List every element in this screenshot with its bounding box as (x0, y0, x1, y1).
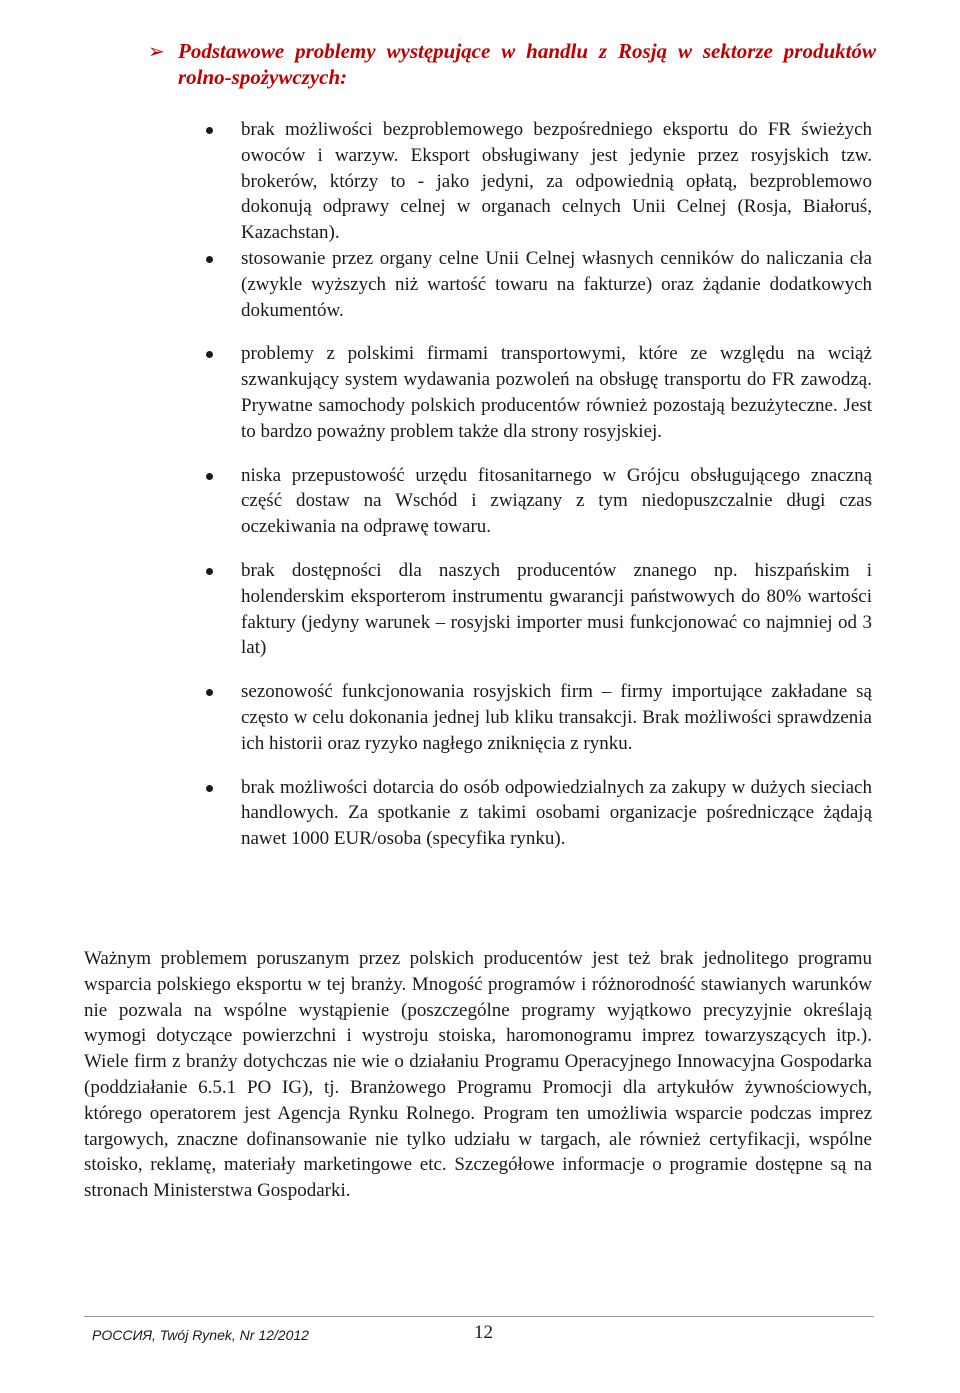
bullet-dot-icon (198, 463, 241, 489)
page-number: 12 (474, 1322, 493, 1343)
arrow-bullet-icon: ➢ (148, 39, 165, 63)
list-item (198, 117, 872, 246)
list-item-text: brak możliwości bezproblemowego bezpośredniego eksportu do FR świeżych owoców i warzyw. Eksport obsługiwany jest jedynie przez rosyjskich tzw. brokerów, którzy to - jako jedyni, za odpowiednią opłatą, bezproblemowo dokonują odprawy celnej w organach celnych Unii Celnej (Rosja, Białoruś, Kazachstan). (241, 119, 872, 244)
list-item-text: problemy z polskimi firmami transportowymi, które ze względu na wciąż szwankujący system wydawania pozwoleń na obsługę transportu do FR zawodzą. Prywatne samochody polskich producentów również pozostają bezużyteczne. Jest to bardzo poważny problem także dla strony rosyjskiej. (241, 343, 872, 442)
bullet-dot-icon (198, 775, 241, 801)
footer-publication: РОССИЯ, Twój Rynek, Nr 12/2012 (92, 1327, 309, 1343)
list-item (198, 775, 872, 852)
footer-divider (84, 1316, 874, 1317)
bullet-dot-icon (198, 679, 241, 705)
list-item (198, 463, 872, 540)
list-item-text: sezonowość funkcjonowania rosyjskich firm – firmy importujące zakładane są często w celu dokonania jednej lub kliku transakcji. Brak możliwości sprawdzenia ich historii oraz ryzyko nagłego zniknięcia z rynku. (241, 681, 872, 754)
list-item (198, 341, 872, 444)
bullet-dot-icon (198, 341, 241, 367)
list-item (198, 246, 872, 323)
list-item-text: stosowanie przez organy celne Unii Celnej własnych cenników do naliczania cła (zwykle wyższych niż wartość towaru na fakturze) oraz żądanie dodatkowych dokumentów. (241, 247, 872, 321)
list-item-text: brak możliwości dotarcia do osób odpowiedzialnych za zakupy w dużych sieciach handlowych. Za spotkanie z takimi osobami organizacje pośredniczące żądają nawet 1000 EUR/osoba (specyfika rynku). (241, 776, 872, 850)
bullet-dot-icon (198, 558, 241, 584)
list-item-text: niska przepustowość urzędu fitosanitarnego w Grójcu obsługującego znaczną część dostaw na Wschód i związany z tym niedopuszczalnie długi czas oczekiwania na odprawę towaru. (241, 464, 872, 538)
section-heading-text: Podstawowe problemy występujące w handlu z Rosją w sektorze produktów rolno-spożywczych: (178, 39, 876, 89)
list-item (198, 558, 872, 661)
list-item-text: brak dostępności dla naszych producentów znanego np. hiszpańskim i holenderskim eksporterom instrumentu gwarancji państwowych do 80% wartości faktury (jedyny warunek – rosyjski importer musi funkcjonować co najmniej od 3 lat) (241, 559, 872, 659)
body-paragraph: Ważnym problemem poruszanym przez polskich producentów jest też brak jednolitego programu wsparcia polskiego eksportu w tej branży. Mnogość programów i różnorodność stawianych warunków nie pozwala na wspólne wystąpienie (poszczególne programy wyjątkowo precyzyjnie określają wymogi dotyczące powierzchni i wystroju stoiska, haromonogramu imprez towarzyszących itp.). Wiele firm z branży dotychczas nie wie o działaniu Programu Operacyjnego Innowacyjna Gospodarka (poddziałanie 6.5.1 PO IG), tj. Branżowego Programu Promocji dla artykułów żywnościowych, którego operatorem jest Agencja Rynku Rolnego. Program ten umożliwia wsparcie podczas imprez targowych, znaczne dofinansowanie nie tylko udziału w targach, ale również certyfikacji, wspólne stoisko, reklamę, materiały marketingowe etc. Szczegółowe informacje o programie dostępne są na stronach Ministerstwa Gospodarki. (84, 948, 872, 1202)
problem-list (198, 117, 872, 870)
list-item (198, 679, 872, 756)
bullet-dot-icon (198, 117, 241, 143)
bullet-dot-icon (198, 246, 241, 272)
section-heading (148, 38, 876, 90)
